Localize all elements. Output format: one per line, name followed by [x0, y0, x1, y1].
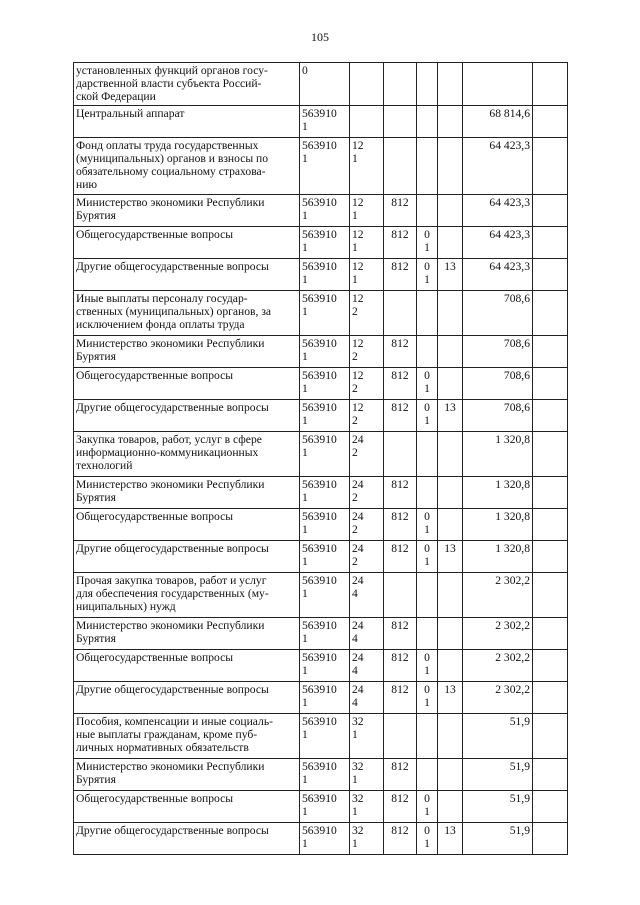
row-extra-cell [533, 823, 568, 855]
row-name-cell: Министерство экономики Республики Бурятия [74, 336, 300, 368]
row-expense-type-cell: 12 2 [350, 336, 384, 368]
row-target-article-cell: 563910 1 [300, 259, 350, 291]
row-name-cell: Другие общегосударственные вопросы [74, 400, 300, 432]
row-target-article-cell: 563910 1 [300, 477, 350, 509]
row-expense-type-cell: 24 4 [350, 618, 384, 650]
row-section-cell [417, 336, 438, 368]
row-name-cell: Пособия, компенсации и иные социаль- ные выплаты гражданам, кроме пуб- личных нормативных обязательств [74, 714, 300, 759]
row-expense-type-cell: 32 1 [350, 714, 384, 759]
table-row [74, 541, 568, 573]
row-subsection-cell [438, 618, 463, 650]
row-section-cell [417, 759, 438, 791]
row-extra-cell [533, 791, 568, 823]
row-target-article-cell: 563910 1 [300, 791, 350, 823]
row-expense-type-cell: 12 2 [350, 291, 384, 336]
row-expense-type-cell: 24 2 [350, 509, 384, 541]
table-row [74, 823, 568, 855]
row-expense-type-cell: 12 2 [350, 368, 384, 400]
row-amount-cell: 708,6 [463, 291, 533, 336]
row-ministry-code-cell: 812 [384, 259, 417, 291]
row-extra-cell [533, 336, 568, 368]
table-row [74, 759, 568, 791]
table-row [74, 259, 568, 291]
row-subsection-cell [438, 477, 463, 509]
row-amount-cell: 1 320,8 [463, 509, 533, 541]
row-expense-type-cell: 24 4 [350, 573, 384, 618]
row-extra-cell [533, 541, 568, 573]
row-amount-cell: 2 302,2 [463, 682, 533, 714]
row-section-cell: 0 1 [417, 259, 438, 291]
row-expense-type-cell: 12 1 [350, 227, 384, 259]
row-subsection-cell [438, 63, 463, 106]
row-subsection-cell [438, 291, 463, 336]
row-extra-cell [533, 509, 568, 541]
row-extra-cell [533, 618, 568, 650]
row-subsection-cell [438, 791, 463, 823]
row-subsection-cell [438, 106, 463, 138]
row-section-cell: 0 1 [417, 368, 438, 400]
budget-table-body [74, 63, 568, 855]
row-name-cell: Министерство экономики Республики Бурятия [74, 195, 300, 227]
row-name-cell: Другие общегосударственные вопросы [74, 259, 300, 291]
row-name-cell: Другие общегосударственные вопросы [74, 682, 300, 714]
row-amount-cell: 2 302,2 [463, 573, 533, 618]
row-section-cell [417, 477, 438, 509]
row-ministry-code-cell [384, 138, 417, 195]
row-amount-cell: 64 423,3 [463, 259, 533, 291]
row-target-article-cell: 563910 1 [300, 541, 350, 573]
row-ministry-code-cell: 812 [384, 650, 417, 682]
row-expense-type-cell: 32 1 [350, 791, 384, 823]
row-extra-cell [533, 63, 568, 106]
row-ministry-code-cell [384, 432, 417, 477]
table-row [74, 573, 568, 618]
row-target-article-cell: 563910 1 [300, 138, 350, 195]
row-section-cell [417, 106, 438, 138]
row-ministry-code-cell: 812 [384, 541, 417, 573]
row-expense-type-cell: 24 4 [350, 682, 384, 714]
row-amount-cell: 2 302,2 [463, 618, 533, 650]
row-subsection-cell [438, 432, 463, 477]
row-ministry-code-cell: 812 [384, 400, 417, 432]
row-name-cell: Министерство экономики Республики Бурятия [74, 618, 300, 650]
row-expense-type-cell [350, 63, 384, 106]
row-name-cell: Министерство экономики Республики Бурятия [74, 759, 300, 791]
row-subsection-cell [438, 368, 463, 400]
row-target-article-cell: 563910 1 [300, 759, 350, 791]
row-extra-cell [533, 227, 568, 259]
table-row [74, 714, 568, 759]
row-amount-cell [463, 63, 533, 106]
row-subsection-cell [438, 195, 463, 227]
row-name-cell: Общегосударственные вопросы [74, 368, 300, 400]
row-section-cell [417, 714, 438, 759]
row-target-article-cell: 563910 1 [300, 682, 350, 714]
table-row [74, 63, 568, 106]
row-name-cell: Общегосударственные вопросы [74, 509, 300, 541]
row-section-cell [417, 195, 438, 227]
row-extra-cell [533, 400, 568, 432]
row-subsection-cell [438, 759, 463, 791]
row-section-cell: 0 1 [417, 682, 438, 714]
row-expense-type-cell: 12 1 [350, 138, 384, 195]
row-ministry-code-cell [384, 291, 417, 336]
row-section-cell: 0 1 [417, 791, 438, 823]
row-ministry-code-cell: 812 [384, 791, 417, 823]
row-target-article-cell: 563910 1 [300, 195, 350, 227]
table-row [74, 400, 568, 432]
row-section-cell [417, 432, 438, 477]
row-target-article-cell: 563910 1 [300, 336, 350, 368]
row-expense-type-cell: 24 2 [350, 477, 384, 509]
row-target-article-cell: 563910 1 [300, 823, 350, 855]
row-extra-cell [533, 573, 568, 618]
row-extra-cell [533, 259, 568, 291]
row-expense-type-cell: 12 2 [350, 400, 384, 432]
row-extra-cell [533, 291, 568, 336]
row-section-cell: 0 1 [417, 509, 438, 541]
row-target-article-cell: 563910 1 [300, 650, 350, 682]
row-subsection-cell [438, 509, 463, 541]
row-section-cell: 0 1 [417, 650, 438, 682]
row-amount-cell: 1 320,8 [463, 477, 533, 509]
row-extra-cell [533, 650, 568, 682]
row-name-cell: установленных функций органов госу- дарственной власти субъекта Россий- ской Федерации [74, 63, 300, 106]
row-section-cell: 0 1 [417, 227, 438, 259]
row-subsection-cell: 13 [438, 682, 463, 714]
row-expense-type-cell: 32 1 [350, 759, 384, 791]
row-amount-cell: 51,9 [463, 791, 533, 823]
row-amount-cell: 51,9 [463, 714, 533, 759]
row-ministry-code-cell: 812 [384, 195, 417, 227]
row-ministry-code-cell: 812 [384, 477, 417, 509]
row-amount-cell: 64 423,3 [463, 227, 533, 259]
row-target-article-cell: 563910 1 [300, 509, 350, 541]
row-ministry-code-cell: 812 [384, 759, 417, 791]
table-row [74, 368, 568, 400]
row-ministry-code-cell [384, 573, 417, 618]
row-expense-type-cell [350, 106, 384, 138]
row-ministry-code-cell [384, 714, 417, 759]
row-subsection-cell: 13 [438, 259, 463, 291]
row-subsection-cell: 13 [438, 541, 463, 573]
row-name-cell: Фонд оплаты труда государственных (муниципальных) органов и взносы по обязательному социальному страхова- нию [74, 138, 300, 195]
row-subsection-cell: 13 [438, 400, 463, 432]
row-extra-cell [533, 759, 568, 791]
row-target-article-cell: 563910 1 [300, 432, 350, 477]
row-expense-type-cell: 12 1 [350, 259, 384, 291]
table-row [74, 432, 568, 477]
table-row [74, 195, 568, 227]
table-row [74, 291, 568, 336]
budget-table [73, 62, 568, 855]
row-subsection-cell [438, 714, 463, 759]
row-amount-cell: 51,9 [463, 823, 533, 855]
row-ministry-code-cell: 812 [384, 227, 417, 259]
row-extra-cell [533, 195, 568, 227]
table-row [74, 682, 568, 714]
row-expense-type-cell: 24 2 [350, 432, 384, 477]
row-amount-cell: 708,6 [463, 336, 533, 368]
row-ministry-code-cell: 812 [384, 336, 417, 368]
row-target-article-cell: 0 [300, 63, 350, 106]
row-name-cell: Прочая закупка товаров, работ и услуг для обеспечения государственных (му- ниципальных) нужд [74, 573, 300, 618]
row-name-cell: Общегосударственные вопросы [74, 227, 300, 259]
table-row [74, 618, 568, 650]
row-section-cell [417, 138, 438, 195]
row-subsection-cell [438, 650, 463, 682]
row-extra-cell [533, 714, 568, 759]
row-target-article-cell: 563910 1 [300, 714, 350, 759]
row-expense-type-cell: 12 1 [350, 195, 384, 227]
row-section-cell [417, 618, 438, 650]
row-amount-cell: 1 320,8 [463, 541, 533, 573]
row-target-article-cell: 563910 1 [300, 573, 350, 618]
row-expense-type-cell: 24 2 [350, 541, 384, 573]
row-expense-type-cell: 32 1 [350, 823, 384, 855]
table-row [74, 791, 568, 823]
row-amount-cell: 51,9 [463, 759, 533, 791]
row-subsection-cell [438, 336, 463, 368]
row-ministry-code-cell: 812 [384, 682, 417, 714]
row-name-cell: Иные выплаты персоналу государ- ственных (муниципальных) органов, за исключением фонда оплаты труда [74, 291, 300, 336]
table-row [74, 477, 568, 509]
row-subsection-cell [438, 573, 463, 618]
table-row [74, 138, 568, 195]
row-target-article-cell: 563910 1 [300, 618, 350, 650]
row-section-cell [417, 573, 438, 618]
row-ministry-code-cell: 812 [384, 618, 417, 650]
table-row [74, 227, 568, 259]
row-section-cell [417, 63, 438, 106]
row-name-cell: Центральный аппарат [74, 106, 300, 138]
table-row [74, 509, 568, 541]
row-section-cell: 0 1 [417, 400, 438, 432]
row-subsection-cell: 13 [438, 823, 463, 855]
row-name-cell: Общегосударственные вопросы [74, 650, 300, 682]
row-ministry-code-cell: 812 [384, 823, 417, 855]
row-amount-cell: 708,6 [463, 368, 533, 400]
row-name-cell: Министерство экономики Республики Бурятия [74, 477, 300, 509]
row-name-cell: Другие общегосударственные вопросы [74, 823, 300, 855]
row-ministry-code-cell: 812 [384, 368, 417, 400]
row-ministry-code-cell [384, 106, 417, 138]
row-ministry-code-cell: 812 [384, 509, 417, 541]
row-section-cell [417, 291, 438, 336]
table-row [74, 650, 568, 682]
row-target-article-cell: 563910 1 [300, 227, 350, 259]
row-target-article-cell: 563910 1 [300, 106, 350, 138]
row-amount-cell: 2 302,2 [463, 650, 533, 682]
row-extra-cell [533, 432, 568, 477]
row-amount-cell: 64 423,3 [463, 195, 533, 227]
row-amount-cell: 708,6 [463, 400, 533, 432]
row-target-article-cell: 563910 1 [300, 400, 350, 432]
row-extra-cell [533, 106, 568, 138]
row-amount-cell: 64 423,3 [463, 138, 533, 195]
row-expense-type-cell: 24 4 [350, 650, 384, 682]
row-section-cell: 0 1 [417, 823, 438, 855]
row-extra-cell [533, 477, 568, 509]
table-row [74, 336, 568, 368]
row-section-cell: 0 1 [417, 541, 438, 573]
row-extra-cell [533, 368, 568, 400]
row-name-cell: Другие общегосударственные вопросы [74, 541, 300, 573]
row-subsection-cell [438, 138, 463, 195]
row-amount-cell: 1 320,8 [463, 432, 533, 477]
row-target-article-cell: 563910 1 [300, 291, 350, 336]
row-ministry-code-cell [384, 63, 417, 106]
row-name-cell: Общегосударственные вопросы [74, 791, 300, 823]
table-row [74, 106, 568, 138]
row-extra-cell [533, 682, 568, 714]
row-extra-cell [533, 138, 568, 195]
row-subsection-cell [438, 227, 463, 259]
row-name-cell: Закупка товаров, работ, услуг в сфере информационно-коммуникационных технологий [74, 432, 300, 477]
row-target-article-cell: 563910 1 [300, 368, 350, 400]
page-number: 105 [311, 30, 329, 44]
row-amount-cell: 68 814,6 [463, 106, 533, 138]
